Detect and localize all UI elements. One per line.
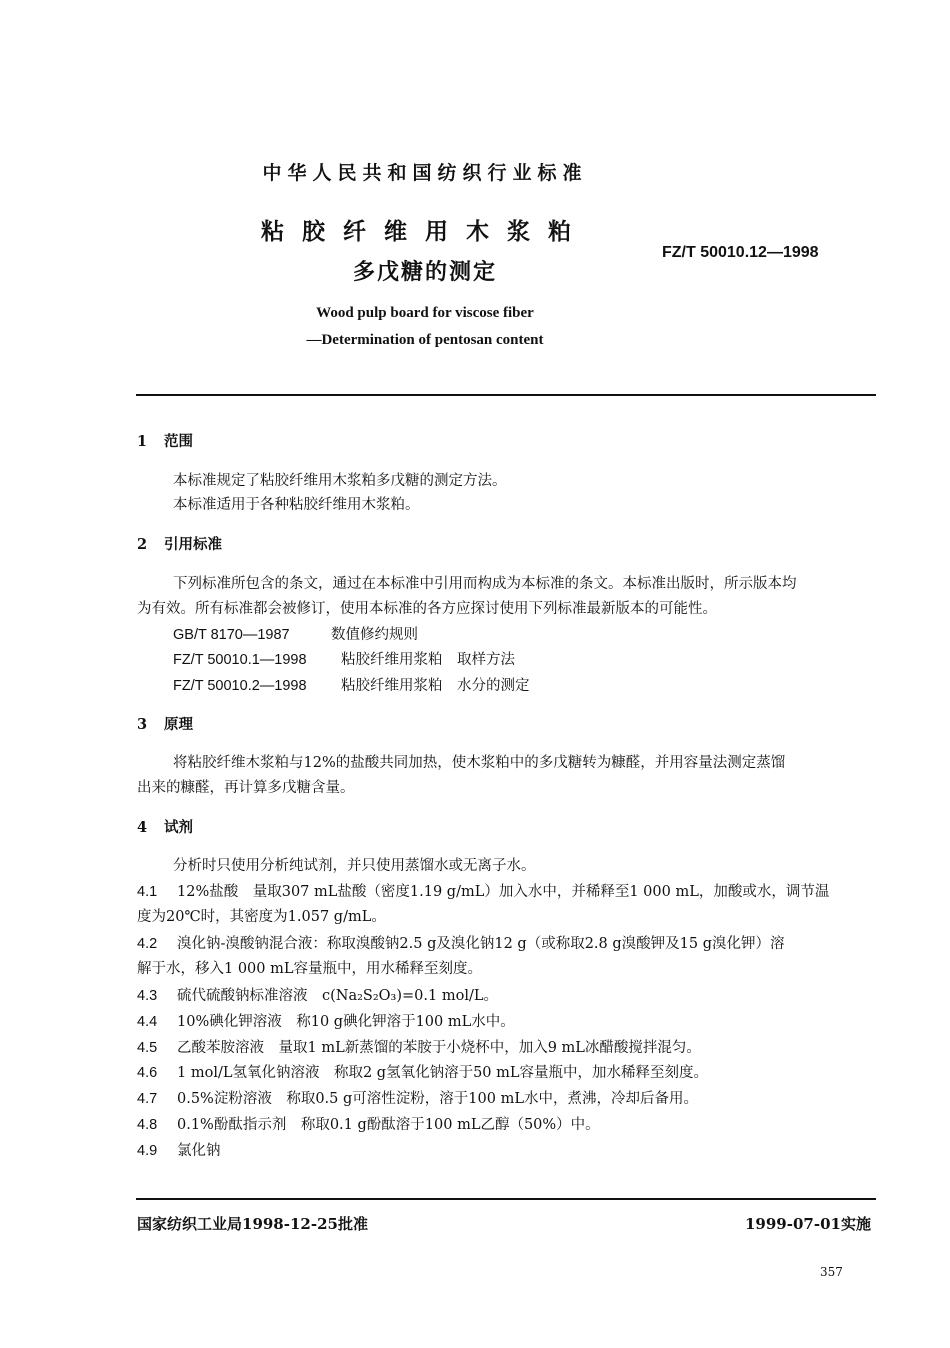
standard-code: FZ/T 50010.12—1998 <box>662 244 819 261</box>
reagent-item-4-1-cont: 度为20℃时，其密度为1.057 g/mL。 <box>137 909 386 925</box>
reference-code: FZ/T 50010.2—1998 <box>173 678 307 694</box>
reagent-item <box>137 1087 698 1108</box>
item-text: 0.5%淀粉溶液 称取0.5 g可溶性淀粉，溶于100 mL水中，煮沸，冷却后备用。 <box>177 1091 698 1107</box>
reagents-intro: 分析时只使用分析纯试剂，并只使用蒸馏水或无离子水。 <box>173 858 536 874</box>
scope-line-1: 本标准规定了粘胶纤维用木浆粕多戊糖的测定方法。 <box>173 473 507 489</box>
reference-code: FZ/T 50010.1—1998 <box>173 652 307 668</box>
references-para-line2: 为有效。所有标准都会被修订，使用本标准的各方应探讨使用下列标准最新版本的可能性。 <box>137 601 717 617</box>
page-number: 357 <box>820 1265 843 1279</box>
item-number: 4.9 <box>137 1143 158 1159</box>
item-number: 4.2 <box>137 936 158 952</box>
item-text: 硫代硫酸钠标准溶液 c(Na₂S₂O₃)=0.1 mol/L。 <box>177 988 498 1004</box>
section-number: 2 <box>137 536 148 553</box>
section-number: 4 <box>137 819 148 836</box>
item-text: 溴化钠-溴酸钠混合液：称取溴酸钠2.5 g及溴化钠12 g（或称取2.8 g溴酸钾及15 g溴化钾）溶 <box>177 936 785 952</box>
section-heading-reagents <box>137 816 193 837</box>
item-text: 乙酸苯胺溶液 量取1 mL新蒸馏的苯胺于小烧杯中，加入9 mL冰醋酸搅拌混匀。 <box>177 1040 701 1056</box>
reference-name: 粘胶纤维用浆粕 取样方法 <box>341 652 515 668</box>
footer-divider <box>136 1198 876 1200</box>
section-heading-references <box>137 533 222 554</box>
approval-info: 国家纺织工业局1998-12-25批准 <box>137 1215 368 1233</box>
principle-line2: 出来的糠醛，再计算多戊糖含量。 <box>137 780 355 796</box>
title-english-line1: Wood pulp board for viscose fiber <box>316 305 534 321</box>
section-heading-principle <box>137 713 193 734</box>
item-text: 10%碘化钾溶液 称10 g碘化钾溶于100 mL水中。 <box>177 1014 515 1030</box>
reagent-item <box>137 1010 515 1031</box>
item-text: 氯化钠 <box>177 1143 221 1159</box>
reference-item <box>173 623 418 644</box>
section-heading-scope <box>137 430 193 451</box>
reagent-item-4-1 <box>137 880 829 901</box>
reagent-item-4-2-cont: 解于水，移入1 000 mL容量瓶中，用水稀释至刻度。 <box>137 961 482 977</box>
item-number: 4.7 <box>137 1091 158 1107</box>
reference-name: 粘胶纤维用浆粕 水分的测定 <box>341 678 530 694</box>
reagent-item <box>137 1113 600 1134</box>
effective-date: 1999-07-01实施 <box>745 1215 871 1233</box>
item-number: 4.5 <box>137 1040 158 1056</box>
references-para-line1: 下列标准所包含的条文，通过在本标准中引用而构成为本标准的条文。本标准出版时，所示版本均 <box>173 576 797 592</box>
item-text: 1 mol/L氢氧化钠溶液 称取2 g氢氧化钠溶于50 mL容量瓶中，加水稀释至刻度。 <box>177 1065 709 1081</box>
principle-line1: 将粘胶纤维木浆粕与12%的盐酸共同加热，使木浆粕中的多戊糖转为糠醛，并用容量法测定蒸馏 <box>173 755 786 771</box>
section-title: 引用标准 <box>164 536 222 553</box>
reagent-item <box>137 1139 221 1160</box>
reagent-item <box>137 1061 708 1082</box>
scope-line-2: 本标准适用于各种粘胶纤维用木浆粕。 <box>173 497 420 513</box>
section-number: 3 <box>137 716 148 733</box>
item-text: 0.1%酚酞指示剂 称取0.1 g酚酞溶于100 mL乙醇（50%）中。 <box>177 1117 600 1133</box>
section-title: 范围 <box>164 433 193 450</box>
reference-code: GB/T 8170—1987 <box>173 627 290 643</box>
header-divider <box>136 394 876 396</box>
item-number: 4.3 <box>137 988 158 1004</box>
reagent-item-4-2 <box>137 932 784 953</box>
item-number: 4.6 <box>137 1065 158 1081</box>
item-number: 4.1 <box>137 884 158 900</box>
title-chinese-line2: 多戊糖的测定 <box>352 259 497 285</box>
reagent-item <box>137 1036 701 1057</box>
section-title: 原理 <box>164 716 193 733</box>
reagent-item <box>137 984 498 1005</box>
reference-item <box>173 648 515 669</box>
section-title: 试剂 <box>164 819 193 836</box>
reference-item <box>173 674 530 695</box>
standard-type: 中华人民共和国纺织行业标准 <box>262 162 588 184</box>
section-number: 1 <box>137 433 148 450</box>
item-number: 4.8 <box>137 1117 158 1133</box>
title-english-line2: —Determination of pentosan content <box>306 332 544 348</box>
item-text: 12%盐酸 量取307 mL盐酸（密度1.19 g/mL）加入水中，并稀释至1 000 mL，加酸或水，调节温 <box>177 884 830 900</box>
item-number: 4.4 <box>137 1014 158 1030</box>
title-chinese-line1: 粘胶纤维用木浆粕 <box>261 218 589 245</box>
reference-name: 数值修约规则 <box>331 627 418 643</box>
